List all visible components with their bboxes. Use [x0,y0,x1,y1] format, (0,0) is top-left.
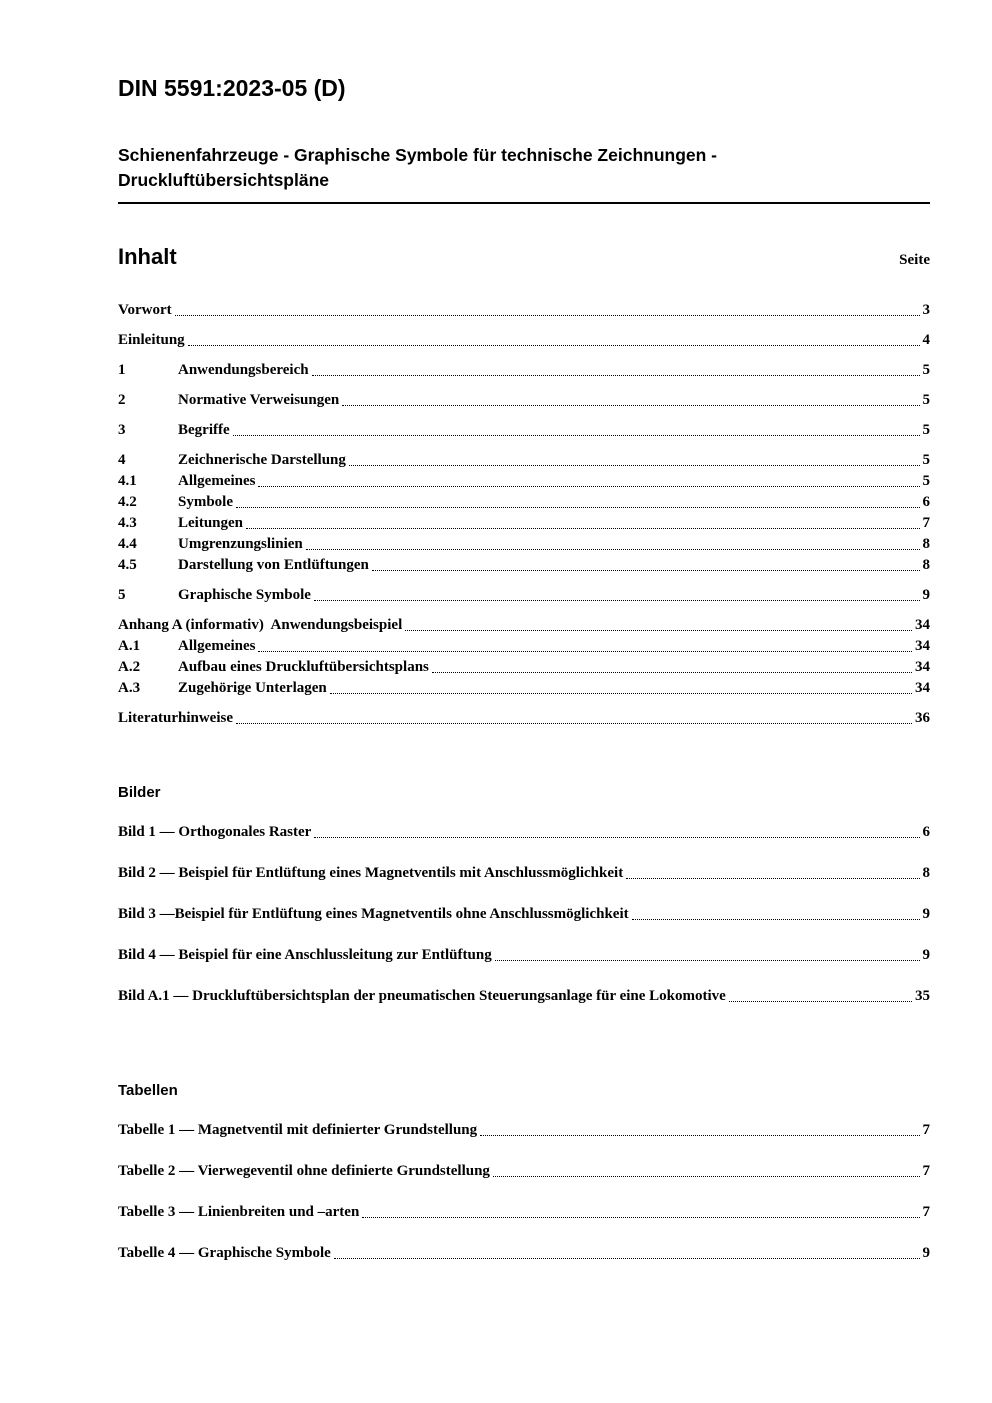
figure-entry-title: Bild 2 — Beispiel für Entlüftung eines Magnetventils mit Anschlussmöglichkeit [118,865,624,882]
toc-entry [118,636,930,656]
dot-leader [493,1176,920,1177]
table-entry [118,1120,930,1140]
tables-list [118,1120,930,1263]
toc-entry-title: Anhang A (informativ) Anwendungsbeispiel [118,617,403,634]
table-entry-title: Tabelle 1 — Magnetventil mit definierter Grundstellung [118,1122,478,1139]
table-entry-page: 9 [922,1245,930,1262]
toc-entry-number: 4.2 [118,494,137,511]
table-entry-title: Tabelle 2 — Vierwegeventil ohne definierte Grundstellung [118,1163,490,1180]
toc-entry [118,471,930,491]
toc-entry-number: 1 [118,362,126,379]
toc-entry [118,534,930,554]
toc-entry-page: 34 [915,680,930,697]
toc-entry [118,450,930,470]
toc-entry-number: 4.4 [118,536,137,553]
dot-leader [236,723,912,724]
dot-leader [312,375,920,376]
dot-leader [334,1258,920,1259]
toc-entry-page: 34 [915,617,930,634]
toc-entry-number: 4.3 [118,515,137,532]
figure-entry-page: 6 [922,824,930,841]
toc-entry-number: 4.5 [118,557,137,574]
toc-entry-page: 8 [922,536,930,553]
toc-header [118,244,930,270]
toc-entry-title: Darstellung von Entlüftungen [178,557,369,574]
figure-entry [118,822,930,842]
toc-entry [118,360,930,380]
toc-entry-page: 34 [915,638,930,655]
dot-leader [632,919,920,920]
toc-entry-number: 4 [118,452,126,469]
dot-leader [306,549,920,550]
figures-list [118,822,930,1006]
toc-entry-title: Leitungen [178,515,244,532]
dot-leader [729,1001,912,1002]
toc-entry-page: 4 [922,332,930,349]
dot-leader [405,630,912,631]
dot-leader [372,570,920,571]
toc-entry-title: Graphische Symbole [178,587,311,604]
table-entry-page: 7 [922,1122,930,1139]
toc-entry-number: 5 [118,587,126,604]
toc-entry [118,585,930,605]
toc-heading: Inhalt [118,244,177,270]
dot-leader [362,1217,919,1218]
figure-entry-page: 35 [915,988,930,1005]
toc-entry-title: Zugehörige Unterlagen [178,680,327,697]
table-entry-page: 7 [922,1204,930,1221]
toc-entry-number: 3 [118,422,126,439]
table-entry-page: 7 [922,1163,930,1180]
toc-entry-title: Allgemeines [178,473,256,490]
dot-leader [330,693,912,694]
figure-entry [118,904,930,924]
toc-entry [118,708,930,728]
toc-entry [118,615,930,635]
doc-title-line1: Schienenfahrzeuge - Graphische Symbole für technische Zeichnungen - [118,145,718,166]
toc-entry-page: 5 [922,452,930,469]
table-entry-title: Tabelle 3 — Linienbreiten und –arten [118,1204,360,1221]
toc-entry-number: A.1 [118,638,141,655]
dot-leader [175,315,920,316]
toc-entry-page: 6 [922,494,930,511]
toc-entry-title: Zeichnerische Darstellung [178,452,346,469]
table-entry [118,1202,930,1222]
toc-entry-title: Umgrenzungslinien [178,536,303,553]
toc-entry-page: 7 [922,515,930,532]
figures-heading: Bilder [118,784,161,802]
tables-heading: Tabellen [118,1082,178,1100]
figure-entry [118,863,930,883]
dot-leader [188,345,920,346]
toc-entry-page: 5 [922,362,930,379]
toc-entry-page: 5 [922,392,930,409]
doc-title [118,143,930,204]
toc-entry [118,657,930,677]
toc-entry-page: 5 [922,473,930,490]
doc-title-line2: Druckluftübersichtspläne [118,169,330,190]
toc-entry [118,390,930,410]
toc-entry-page: 36 [915,710,930,727]
dot-leader [349,465,920,466]
toc-entry-title: Vorwort [118,302,172,319]
dot-leader [626,878,919,879]
figure-entry-page: 9 [922,906,930,923]
toc-entry-number: 2 [118,392,126,409]
toc-entry-page: 5 [922,422,930,439]
toc-entry-page: 9 [922,587,930,604]
toc-entry [118,555,930,575]
toc-entry-page: 3 [922,302,930,319]
toc-entry-title: Einleitung [118,332,185,349]
figure-entry-title: Bild 1 — Orthogonales Raster [118,824,312,841]
dot-leader [480,1135,919,1136]
dot-leader [314,600,920,601]
toc-entry-title: Literaturhinweise [118,710,233,727]
toc-entry [118,492,930,512]
figure-entry-title: Bild A.1 — Druckluftübersichtsplan der pneumatischen Steuerungsanlage für eine Lokomotive [118,988,726,1005]
dot-leader [258,651,912,652]
toc-entry-title: Normative Verweisungen [178,392,340,409]
toc-entry-number: A.3 [118,680,141,697]
dot-leader [246,528,919,529]
toc-entry-title: Allgemeines [178,638,256,655]
toc-entry [118,330,930,350]
toc-entry-page: 34 [915,659,930,676]
toc-entry-title: Begriffe [178,422,230,439]
figure-entry-title: Bild 4 — Beispiel für eine Anschlussleitung zur Entlüftung [118,947,492,964]
toc-entry-number: A.2 [118,659,141,676]
dot-leader [233,435,920,436]
figure-entry-page: 8 [922,865,930,882]
toc-list [118,300,930,728]
toc-entry-page: 8 [922,557,930,574]
figure-entry-page: 9 [922,947,930,964]
toc-entry [118,678,930,698]
toc-entry [118,300,930,320]
dot-leader [314,837,919,838]
dot-leader [342,405,919,406]
dot-leader [432,672,912,673]
table-entry-title: Tabelle 4 — Graphische Symbole [118,1245,331,1262]
figure-entry-title: Bild 3 —Beispiel für Entlüftung eines Magnetventils ohne Anschlussmöglichkeit [118,906,629,923]
figure-entry [118,945,930,965]
toc-entry-title: Aufbau eines Druckluftübersichtsplans [178,659,429,676]
toc-entry-title: Anwendungsbereich [178,362,309,379]
figure-entry [118,986,930,1006]
dot-leader [236,507,919,508]
toc-entry [118,513,930,533]
doc-number: DIN 5591:2023-05 (D) [118,75,346,101]
dot-leader [258,486,919,487]
page-column-label: Seite [899,252,930,269]
toc-entry-number: 4.1 [118,473,137,490]
toc-entry [118,420,930,440]
table-entry [118,1243,930,1263]
dot-leader [495,960,920,961]
table-entry [118,1161,930,1181]
toc-entry-title: Symbole [178,494,234,511]
